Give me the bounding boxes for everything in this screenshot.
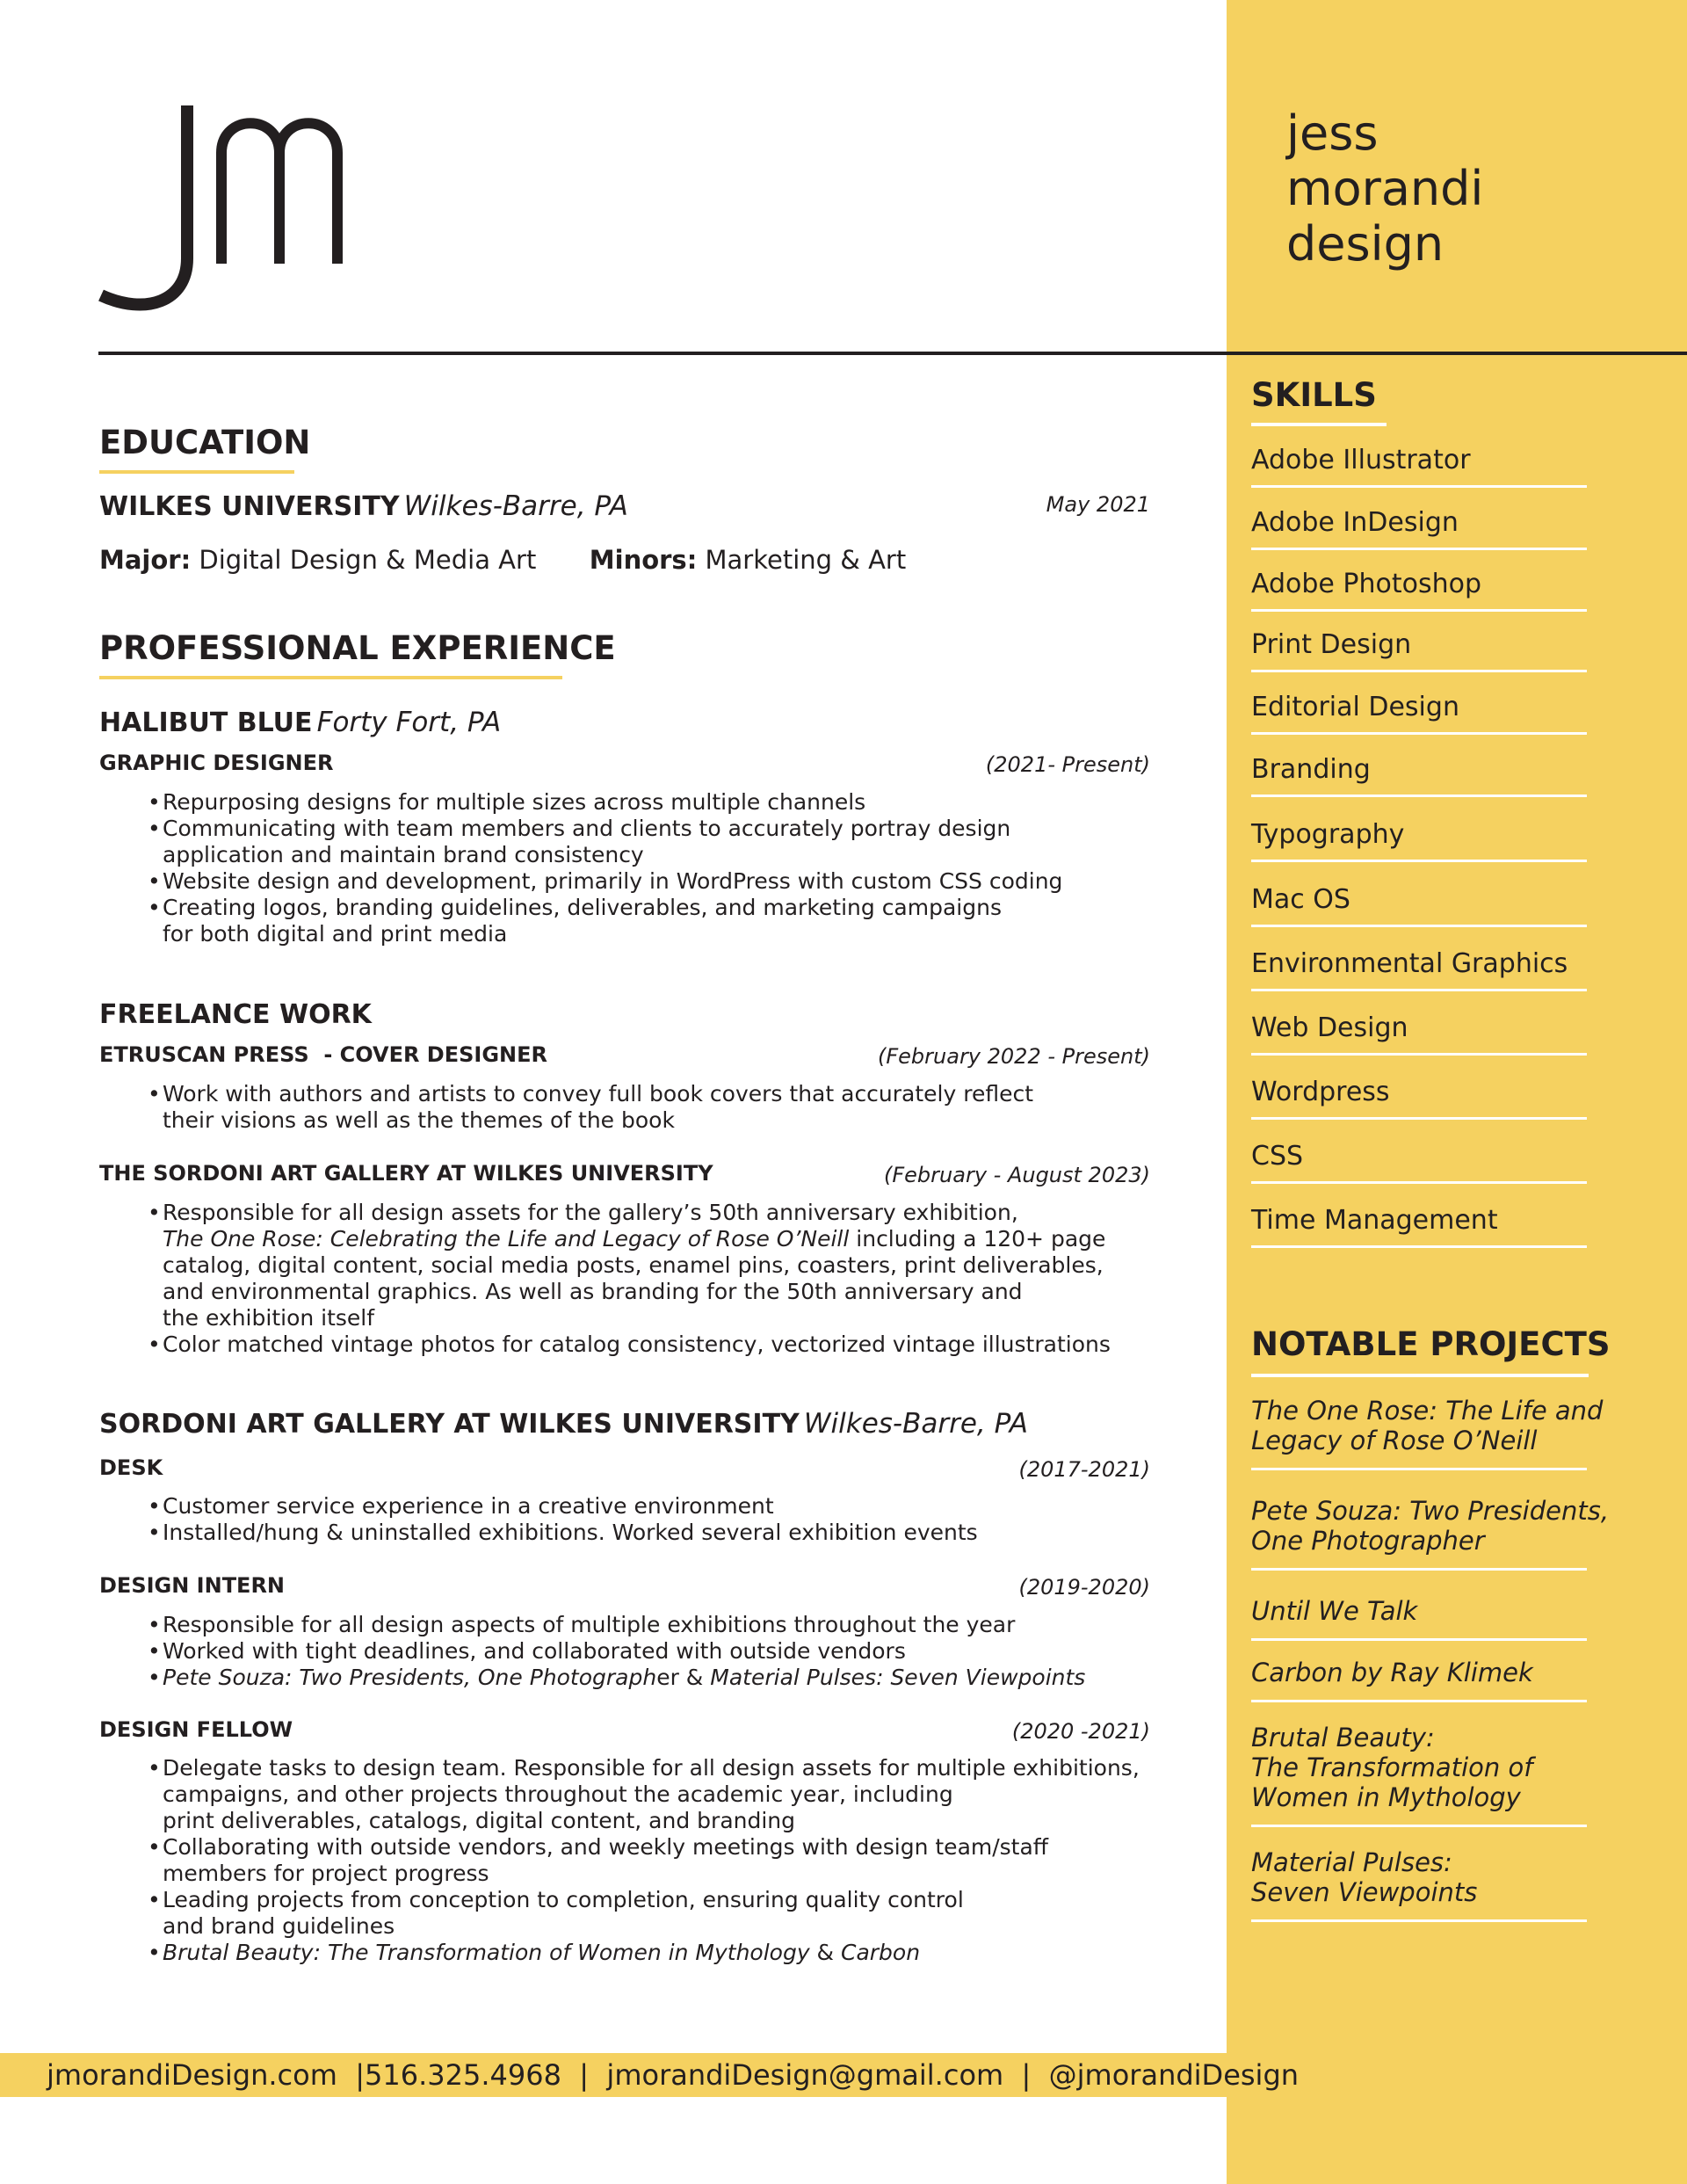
bullet-item: • Work with authors and artists to convey full book covers that accurately reflect their visions as well as the themes of the book bbox=[148, 1081, 1158, 1134]
bullet-item: • Color matched vintage photos for catalog consistency, vectorized vintage illustrations bbox=[148, 1331, 1158, 1358]
bullet-item: • Creating logos, branding guidelines, deliverables, and marketing campaigns for both digital and print media bbox=[148, 895, 1158, 947]
company-location: Wilkes-Barre, PA bbox=[803, 1408, 1028, 1440]
project-item-line: Material Pulses: bbox=[1251, 1847, 1452, 1877]
education-heading-underline bbox=[99, 470, 294, 474]
school-name: WILKES UNIVERSITY bbox=[99, 491, 400, 522]
education-heading bbox=[99, 424, 310, 461]
skill-item: Adobe Illustrator bbox=[1251, 445, 1587, 488]
job-gallery-row bbox=[99, 1408, 1150, 1440]
role-row bbox=[99, 1455, 1150, 1480]
freelance-row bbox=[99, 999, 1150, 1030]
projects-heading bbox=[1251, 1325, 1611, 1363]
education-major-row bbox=[99, 545, 1150, 575]
project-item bbox=[1251, 1396, 1604, 1470]
company-name: HALIBUT BLUE bbox=[99, 707, 313, 738]
role-row bbox=[99, 1161, 1150, 1186]
project-item-line: Pete Souza: Two Presidents, bbox=[1251, 1496, 1610, 1526]
bullet-item: • Installed/hung & uninstalled exhibitions. Worked several exhibition events bbox=[148, 1520, 1158, 1546]
role-title: DESIGN INTERN bbox=[99, 1573, 286, 1598]
contact-footer: jmorandiDesign.com |516.325.4968 | jmorandiDesign@gmail.com | @jmorandiDesign bbox=[47, 2058, 1300, 2092]
skill-item: Web Design bbox=[1251, 1012, 1587, 1056]
role-bullets bbox=[148, 1493, 1158, 1546]
minors-value: Marketing & Art bbox=[705, 545, 907, 575]
project-item bbox=[1251, 1847, 1587, 1922]
experience-heading-underline bbox=[99, 676, 562, 679]
project-item-line: Legacy of Rose O’Neill bbox=[1251, 1426, 1538, 1455]
skill-item: Adobe Photoshop bbox=[1251, 569, 1587, 612]
role-bullets bbox=[148, 1755, 1158, 1966]
role-title: DESK bbox=[99, 1455, 163, 1480]
project-item-line: Seven Viewpoints bbox=[1251, 1877, 1478, 1907]
role-row bbox=[99, 1573, 1150, 1598]
education-heading-label: EDUCATION bbox=[99, 424, 311, 461]
skills-heading-label: SKILLS bbox=[1251, 376, 1377, 414]
skill-item: Mac OS bbox=[1251, 884, 1587, 927]
skill-item: Typography bbox=[1251, 819, 1587, 862]
brand-line-1: jess bbox=[1286, 105, 1379, 161]
skill-item: Branding bbox=[1251, 754, 1587, 797]
skill-item: Wordpress bbox=[1251, 1077, 1587, 1120]
project-item-line: Until We Talk bbox=[1251, 1596, 1418, 1626]
role-bullets bbox=[148, 789, 1158, 947]
minors-label: Minors: bbox=[589, 545, 698, 575]
role-row bbox=[99, 751, 1150, 775]
company-name: SORDONI ART GALLERY AT WILKES UNIVERSITY bbox=[99, 1409, 800, 1440]
project-item-line: Women in Mythology bbox=[1251, 1782, 1521, 1812]
project-item-line: One Photographer bbox=[1251, 1526, 1485, 1556]
major-value: Digital Design & Media Art bbox=[199, 545, 537, 575]
bullet-item: • Collaborating with outside vendors, and weekly meetings with design team/staff members for project progress bbox=[148, 1834, 1158, 1887]
bullet-item: • Responsible for all design aspects of multiple exhibitions throughout the year bbox=[148, 1612, 1158, 1638]
bullet-item: • Delegate tasks to design team. Responsible for all design assets for multiple exhibitions, campaigns, and other projects throughout the academic year, including print deliverables, catalogs, digital content, and branding bbox=[148, 1755, 1158, 1834]
role-date: (February - August 2023) bbox=[884, 1163, 1150, 1187]
bullet-item: • Worked with tight deadlines, and collaborated with outside vendors bbox=[148, 1638, 1158, 1665]
role-row bbox=[99, 1042, 1150, 1067]
role-title: ETRUSCAN PRESS - COVER DESIGNER bbox=[99, 1042, 547, 1067]
bullet-item: • Brutal Beauty: The Transformation of Women in Mythology & Carbon bbox=[148, 1940, 1158, 1966]
role-date: (2019-2020) bbox=[1018, 1575, 1150, 1600]
project-item bbox=[1251, 1596, 1587, 1641]
brand-line-3: design bbox=[1286, 216, 1444, 272]
skills-heading-underline bbox=[1251, 423, 1387, 426]
education-date: May 2021 bbox=[1046, 492, 1150, 517]
role-date: (2017-2021) bbox=[1018, 1457, 1150, 1482]
project-item-line: Carbon by Ray Klimek bbox=[1251, 1658, 1533, 1687]
project-item bbox=[1251, 1496, 1610, 1571]
project-item-line: The One Rose: The Life and bbox=[1251, 1396, 1604, 1426]
role-title: GRAPHIC DESIGNER bbox=[99, 751, 334, 775]
role-title: DESIGN FELLOW bbox=[99, 1717, 293, 1742]
project-item-line: The Transformation of bbox=[1251, 1752, 1533, 1782]
company-name: FREELANCE WORK bbox=[99, 999, 372, 1030]
bullet-item: • Website design and development, primarily in WordPress with custom CSS coding bbox=[148, 868, 1158, 895]
skill-item: Adobe InDesign bbox=[1251, 507, 1587, 550]
role-bullets bbox=[148, 1612, 1158, 1691]
major-label: Major: bbox=[99, 545, 192, 575]
role-bullets bbox=[148, 1200, 1158, 1358]
school-location: Wilkes-Barre, PA bbox=[403, 490, 628, 522]
skill-item: CSS bbox=[1251, 1141, 1587, 1184]
brand-line-2: morandi bbox=[1286, 161, 1484, 216]
education-school-row bbox=[99, 490, 1150, 522]
company-location: Forty Fort, PA bbox=[316, 707, 502, 738]
role-row bbox=[99, 1717, 1150, 1742]
role-title: THE SORDONI ART GALLERY AT WILKES UNIVERSITY bbox=[99, 1161, 713, 1186]
header-divider bbox=[98, 352, 1687, 355]
projects-heading-underline bbox=[1251, 1374, 1589, 1377]
experience-heading-label: PROFESSIONAL EXPERIENCE bbox=[99, 629, 616, 667]
skills-heading bbox=[1251, 376, 1377, 414]
bullet-item: • Customer service experience in a creative environment bbox=[148, 1493, 1158, 1520]
job-halibut-row bbox=[99, 707, 1150, 738]
bullet-item: • Communicating with team members and clients to accurately portray design application and maintain brand consistency bbox=[148, 816, 1158, 868]
bullet-item: • Responsible for all design assets for the gallery’s 50th anniversary exhibition, The One Rose: Celebrating the Life and Legacy of Rose O’Neill including a 120+ page catalog, digital content, social media posts, enamel pins, coasters, print deliverables, and environmental graphics. As well as branding for the 50th anniversary and the exhibition itself bbox=[148, 1200, 1158, 1331]
bullet-item: • Repurposing designs for multiple sizes across multiple channels bbox=[148, 789, 1158, 816]
project-item bbox=[1251, 1658, 1587, 1702]
role-date: (2021- Present) bbox=[985, 752, 1150, 777]
skill-item: Environmental Graphics bbox=[1251, 948, 1587, 991]
bullet-item: • Pete Souza: Two Presidents, One Photographer & Material Pulses: Seven Viewpoints bbox=[148, 1665, 1158, 1691]
skill-item: Time Management bbox=[1251, 1205, 1587, 1248]
project-item bbox=[1251, 1723, 1587, 1827]
skill-item: Print Design bbox=[1251, 629, 1587, 672]
projects-heading-label: NOTABLE PROJECTS bbox=[1251, 1325, 1611, 1363]
bullet-item: • Leading projects from conception to completion, ensuring quality control and brand guidelines bbox=[148, 1887, 1158, 1940]
role-date: (February 2022 - Present) bbox=[877, 1044, 1150, 1069]
role-date: (2020 -2021) bbox=[1011, 1719, 1150, 1744]
skill-item: Editorial Design bbox=[1251, 692, 1587, 735]
jm-monogram-logo bbox=[97, 91, 422, 320]
brand-name bbox=[1286, 105, 1483, 272]
project-item-line: Brutal Beauty: bbox=[1251, 1723, 1435, 1752]
role-bullets bbox=[148, 1081, 1158, 1134]
experience-heading bbox=[99, 629, 616, 667]
